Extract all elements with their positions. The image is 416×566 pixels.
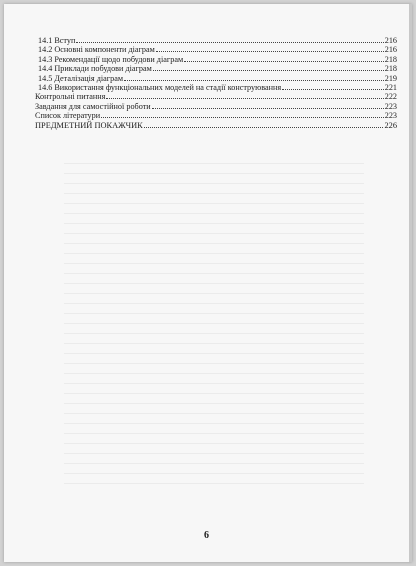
toc-entry-page: 222 [384, 92, 397, 102]
toc-entry-title: Приклади побудови діаграм [54, 64, 152, 74]
toc-entry-page: 218 [384, 64, 397, 74]
toc-entry-number: 14.4 [38, 64, 53, 74]
toc-entry-title: Деталізація діаграм [54, 73, 124, 83]
table-of-contents [35, 36, 397, 130]
toc-entry-title: Рекомендації щодо побудови діаграм [54, 54, 184, 64]
toc-entry-title: Вступ [54, 36, 76, 45]
toc-entry-page: 226 [384, 120, 397, 130]
toc-entry-number: 14.1 [38, 36, 53, 45]
toc-entry-page: 223 [384, 101, 397, 111]
toc-entry-title: Основні компоненти діаграм [54, 45, 155, 55]
dot-leader [144, 127, 384, 128]
toc-entry [35, 83, 397, 92]
dot-leader [282, 89, 384, 90]
dot-leader [124, 80, 384, 81]
toc-entry [35, 55, 397, 64]
document-page [4, 4, 412, 562]
dot-leader [153, 70, 384, 71]
dot-leader [152, 108, 384, 109]
toc-entry-title: ПРЕДМЕТНИЙ ПОКАЖЧИК [35, 120, 143, 130]
toc-entry [35, 36, 397, 45]
toc-entry-title: Список літератури [35, 111, 101, 121]
toc-entry-page: 219 [384, 73, 397, 83]
page-number: 6 [204, 530, 209, 541]
toc-entry-number: 14.3 [38, 54, 53, 64]
dot-leader [101, 117, 384, 118]
toc-entry-page: 216 [384, 45, 397, 55]
toc-entry-number: 14.5 [38, 73, 53, 83]
toc-entry-page: 216 [384, 36, 397, 45]
dot-leader [156, 51, 384, 52]
toc-entry-title: Завдання для самостійної роботи [35, 101, 151, 111]
toc-entry [35, 64, 397, 73]
toc-entry [35, 45, 397, 54]
toc-entry-page: 221 [384, 82, 397, 92]
toc-entry [35, 102, 397, 111]
toc-entry [35, 92, 397, 101]
bleed-through-texture [64, 154, 364, 484]
toc-entry [35, 121, 397, 130]
toc-entry-title: Використання функціональних моделей на стадії конструювання [54, 82, 282, 92]
toc-entry [35, 74, 397, 83]
toc-entry [35, 111, 397, 120]
toc-entry-page: 218 [384, 54, 397, 64]
toc-entry-title: Контрольні питання [35, 92, 106, 102]
dot-leader [184, 61, 384, 62]
dot-leader [106, 98, 383, 99]
toc-entry-number: 14.6 [38, 82, 53, 92]
dot-leader [76, 42, 383, 43]
toc-entry-number: 14.2 [38, 45, 53, 55]
toc-entry-page: 223 [384, 111, 397, 121]
